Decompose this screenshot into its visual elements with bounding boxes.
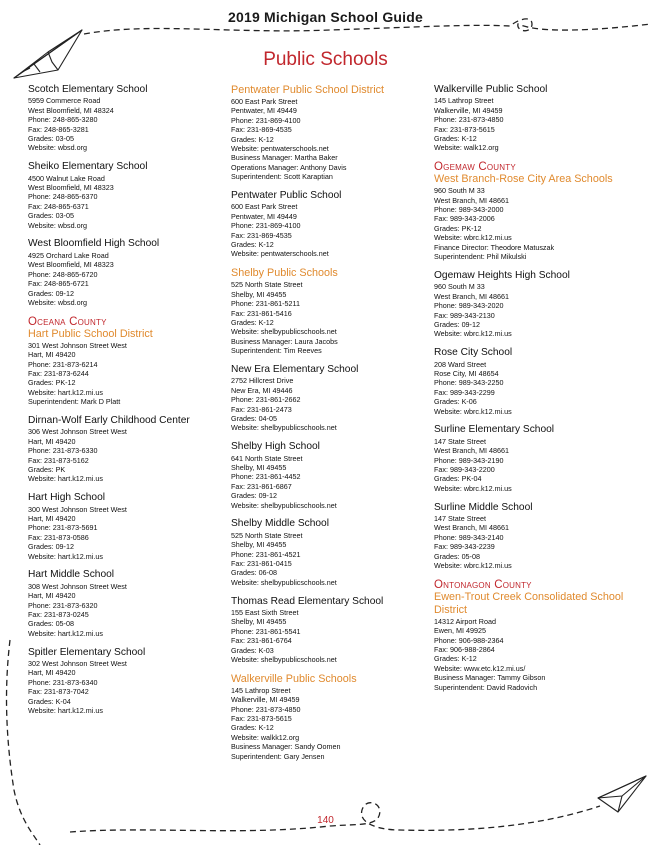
school-entry (28, 415, 223, 484)
contact-line: 4500 Walnut Lake Road (28, 173, 105, 183)
contact-line: Phone: 989-343-2190 (434, 455, 504, 465)
school-name: Surline Elementary School (434, 424, 555, 436)
contact-line: Fax: 231-861-0415 (231, 559, 292, 569)
contact-line: 147 State Street (434, 436, 486, 446)
district-entry (231, 673, 431, 761)
contact-line: Grades: 05-08 (434, 551, 480, 561)
contact-line: Website: wbrc.k12.mi.us (434, 329, 512, 339)
contact-line: Hart, MI 49420 (28, 513, 76, 523)
contact-line: Business Manager: Tammy Gibson (434, 673, 546, 683)
contact-line: Grades: K-12 (231, 240, 274, 250)
school-name: Sheiko Elementary School (28, 161, 148, 173)
contact-line: Website: shelbypublicschools.net (231, 500, 337, 510)
school-name: Pentwater Public School (231, 190, 342, 202)
contact-line: Website: wbsd.org (28, 143, 87, 153)
guide-title: 2019 Michigan School Guide (227, 9, 424, 25)
district-name: Hart Public School District (28, 327, 153, 340)
column-3 (434, 84, 634, 700)
contact-line: Fax: 989-343-2130 (434, 310, 495, 320)
contact-line: Grades: 09-12 (28, 542, 74, 552)
contact-line: Walkerville, MI 49459 (231, 695, 300, 705)
contact-line: Grades: PK-12 (28, 378, 76, 388)
district-entry (434, 579, 634, 692)
contact-line: Hart, MI 49420 (28, 350, 76, 360)
contact-line: West Bloomfield, MI 48324 (28, 105, 114, 115)
contact-line: Fax: 231-873-6244 (28, 368, 89, 378)
contact-line: Website: hart.k12.mi.us (28, 628, 103, 638)
contact-line: Shelby, MI 49455 (231, 617, 287, 627)
district-name: West Branch-Rose City Area Schools (434, 173, 613, 186)
contact-line: Operations Manager: Anthony Davis (231, 162, 347, 172)
contact-line: New Era, MI 49446 (231, 385, 293, 395)
contact-line: Fax: 989-343-2299 (434, 387, 495, 397)
contact-line: Grades: 05-08 (28, 619, 74, 629)
district-entry (231, 267, 431, 355)
contact-line: Hart, MI 49420 (28, 668, 76, 678)
district-name: Shelby Public Schools (231, 267, 338, 280)
contact-line: Website: shelbypublicschools.net (231, 655, 337, 665)
contact-line: 145 Lathrop Street (434, 96, 494, 106)
contact-line: Website: wbrc.k12.mi.us (434, 483, 512, 493)
contact-line: Rose City, MI 48654 (434, 368, 499, 378)
contact-line: Fax: 231-873-5615 (434, 124, 495, 134)
school-entry (434, 84, 634, 153)
school-name: Rose City School (434, 347, 513, 359)
contact-line: West Branch, MI 48661 (434, 446, 509, 456)
contact-line: Website: shelbypublicschools.net (231, 423, 337, 433)
contact-line: Phone: 989-343-2000 (434, 205, 504, 215)
column-1 (28, 84, 223, 724)
contact-line: Finance Director: Theodore Matuszak (434, 242, 555, 252)
contact-line: Grades: PK-04 (434, 474, 482, 484)
school-entry (28, 647, 223, 716)
contact-line: Website: wbsd.org (28, 297, 87, 307)
school-name: West Bloomfield High School (28, 238, 160, 250)
school-entry (434, 424, 634, 493)
page-heading: Public Schools (263, 49, 388, 70)
contact-line: Business Manager: Sandy Oomen (231, 742, 341, 752)
contact-line: 302 West Johnson Street West (28, 659, 127, 669)
contact-line: Website: wbrc.k12.mi.us (434, 233, 512, 243)
contact-line: Fax: 248-865-6721 (28, 279, 89, 289)
contact-line: Fax: 231-861-6764 (231, 636, 292, 646)
contact-line: Website: pentwaterschools.net (231, 144, 329, 154)
school-entry (231, 596, 431, 665)
contact-line: Pentwater, MI 49449 (231, 106, 297, 116)
school-entry (28, 238, 223, 307)
paper-airplane-icon (598, 776, 646, 812)
contact-line: Phone: 248-865-6720 (28, 269, 98, 279)
contact-line: Grades: 09-12 (28, 288, 74, 298)
contact-line: Superintendent: Tim Reeves (231, 346, 322, 356)
contact-line: Website: shelbypublicschools.net (231, 327, 337, 337)
contact-line: Grades: K-12 (231, 723, 274, 733)
contact-line: Pentwater, MI 49449 (231, 211, 297, 221)
school-name: Shelby High School (231, 441, 320, 453)
contact-line: Shelby, MI 49455 (231, 462, 287, 472)
contact-line: Fax: 248-865-6371 (28, 201, 89, 211)
contact-line: Fax: 231-869-4535 (231, 230, 292, 240)
contact-line: Fax: 231-873-0245 (28, 610, 89, 620)
contact-line: Phone: 231-873-4850 (434, 115, 504, 125)
contact-line: Phone: 248-865-3280 (28, 115, 98, 125)
contact-line: 2752 Hillcrest Drive (231, 376, 294, 386)
school-name: Spitler Elementary School (28, 646, 146, 658)
contact-line: Phone: 231-873-6320 (28, 600, 98, 610)
contact-line: Grades: 03-05 (28, 211, 74, 221)
contact-line: 147 State Street (434, 513, 486, 523)
contact-line: Website: wbsd.org (28, 220, 87, 230)
column-2 (231, 84, 431, 770)
contact-line: Phone: 989-343-2250 (434, 378, 504, 388)
contact-line: Superintendent: Phil Mikulski (434, 252, 527, 262)
contact-line: Phone: 231-869-4100 (231, 115, 301, 125)
contact-line: 960 South M 33 (434, 186, 485, 196)
contact-line: Phone: 231-861-4452 (231, 472, 301, 482)
contact-line: Phone: 231-861-5211 (231, 299, 301, 309)
contact-line: Fax: 906-988-2864 (434, 645, 495, 655)
school-name: Hart Middle School (28, 569, 115, 581)
contact-line: Phone: 906-988-2364 (434, 635, 504, 645)
contact-line: Shelby, MI 49455 (231, 540, 287, 550)
contact-line: Grades: PK-12 (434, 223, 482, 233)
contact-line: 306 West Johnson Street West (28, 427, 127, 437)
contact-line: Phone: 231-873-6330 (28, 446, 98, 456)
contact-line: Grades: K-12 (231, 134, 274, 144)
contact-line: Grades: 09-12 (231, 491, 277, 501)
contact-line: 4925 Orchard Lake Road (28, 250, 109, 260)
contact-line: West Branch, MI 48661 (434, 523, 509, 533)
contact-line: Fax: 989-343-2200 (434, 464, 495, 474)
contact-line: 14312 Airport Road (434, 616, 496, 626)
school-entry (28, 84, 223, 153)
contact-line: 208 Ward Street (434, 359, 487, 369)
district-entry (28, 316, 223, 407)
contact-line: Fax: 248-865-3281 (28, 124, 89, 134)
contact-line: Hart, MI 49420 (28, 436, 76, 446)
contact-line: Hart, MI 49420 (28, 591, 76, 601)
school-entry (434, 270, 634, 339)
contact-line: 641 North State Street (231, 453, 303, 463)
contact-line: Ewen, MI 49925 (434, 626, 486, 636)
county-heading: Ogemaw County (434, 161, 516, 174)
contact-line: Phone: 231-869-4100 (231, 221, 301, 231)
contact-line: Grades: K-06 (434, 397, 477, 407)
contact-line: Shelby, MI 49455 (231, 289, 287, 299)
contact-line: 155 East Sixth Street (231, 608, 299, 618)
contact-line: Fax: 231-861-6867 (231, 481, 292, 491)
school-entry (231, 441, 431, 510)
contact-line: West Branch, MI 48661 (434, 291, 509, 301)
contact-line: Website: hart.k12.mi.us (28, 551, 103, 561)
contact-line: 525 North State Street (231, 530, 303, 540)
school-name: Thomas Read Elementary School (231, 595, 384, 607)
contact-line: Phone: 231-861-5541 (231, 626, 301, 636)
contact-line: Phone: 231-873-5691 (28, 523, 98, 533)
contact-line: Business Manager: Laura Jacobs (231, 336, 338, 346)
school-entry (231, 518, 431, 587)
contact-line: Fax: 231-873-5162 (28, 455, 89, 465)
contact-line: Walkerville, MI 49459 (434, 105, 503, 115)
district-name: Walkerville Public Schools (231, 672, 357, 685)
contact-line: Phone: 231-873-4850 (231, 704, 301, 714)
contact-line: West Bloomfield, MI 48323 (28, 183, 114, 193)
contact-line: Fax: 231-873-5615 (231, 714, 292, 724)
district-name: Ewen-Trout Creek Consolidated School District (434, 590, 624, 616)
contact-line: Superintendent: Mark D Platt (28, 397, 121, 407)
page-number: 140 (317, 815, 334, 826)
contact-line: Fax: 231-861-2473 (231, 404, 292, 414)
contact-line: Superintendent: Gary Jensen (231, 751, 325, 761)
school-entry (231, 364, 431, 433)
contact-line: Superintendent: David Radovich (434, 682, 538, 692)
school-name: Surline Middle School (434, 501, 533, 513)
school-entry (28, 161, 223, 230)
contact-line: Website: shelbypublicschools.net (231, 577, 337, 587)
contact-line: Grades: 06-08 (231, 568, 277, 578)
contact-line: Grades: K-04 (28, 696, 71, 706)
contact-line: Website: hart.k12.mi.us (28, 706, 103, 716)
county-heading: Ontonagon County (434, 578, 532, 591)
school-name: Shelby Middle School (231, 518, 329, 530)
contact-line: Phone: 989-343-2140 (434, 532, 504, 542)
school-entry (434, 502, 634, 571)
district-entry (434, 161, 634, 261)
contact-line: 5959 Commerce Road (28, 96, 101, 106)
county-heading: Oceana County (28, 315, 107, 328)
contact-line: Phone: 989-343-2020 (434, 301, 504, 311)
school-entry (434, 347, 634, 416)
school-name: Scotch Elementary School (28, 84, 148, 95)
contact-line: Website: wbrc.k12.mi.us (434, 406, 512, 416)
contact-line: Fax: 989-343-2239 (434, 542, 495, 552)
contact-line: Phone: 231-861-2662 (231, 395, 301, 405)
contact-line: 301 West Johnson Street West (28, 340, 127, 350)
contact-line: Grades: PK (28, 464, 66, 474)
contact-line: 300 West Johnson Street West (28, 504, 127, 514)
contact-line: Phone: 231-861-4521 (231, 549, 301, 559)
contact-line: Website: wbrc.k12.mi.us (434, 561, 512, 571)
contact-line: Fax: 231-869-4535 (231, 125, 292, 135)
contact-line: Superintendent: Scott Karaptian (231, 172, 333, 182)
contact-line: Fax: 231-873-0586 (28, 532, 89, 542)
contact-line: 960 South M 33 (434, 282, 485, 292)
school-entry (28, 569, 223, 638)
contact-line: Website: hart.k12.mi.us (28, 387, 103, 397)
contact-line: Website: www.etc.k12.mi.us/ (434, 663, 526, 673)
contact-line: Website: pentwaterschools.net (231, 249, 329, 259)
contact-line: Website: hart.k12.mi.us (28, 474, 103, 484)
contact-line: Grades: 04-05 (231, 413, 277, 423)
contact-line: Website: walk12.org (434, 143, 499, 153)
contact-line: Phone: 231-873-6340 (28, 677, 98, 687)
school-name: Hart High School (28, 492, 106, 504)
contact-line: 600 East Park Street (231, 202, 298, 212)
contact-line: Phone: 248-865-6370 (28, 192, 98, 202)
school-name: Ogemaw Heights High School (434, 269, 570, 281)
contact-line: 145 Lathrop Street (231, 685, 291, 695)
contact-line: Grades: 03-05 (28, 134, 74, 144)
contact-line: Business Manager: Martha Baker (231, 153, 338, 163)
contact-line: 600 East Park Street (231, 97, 298, 106)
contact-line: Grades: K-12 (231, 317, 274, 327)
contact-line: Fax: 989-343-2006 (434, 214, 495, 224)
contact-line: Grades: K-03 (231, 645, 274, 655)
school-entry (28, 492, 223, 561)
district-entry (231, 84, 431, 182)
contact-line: Grades: K-12 (434, 134, 477, 144)
contact-line: Fax: 231-861-5416 (231, 308, 292, 318)
contact-line: Grades: K-12 (434, 654, 477, 664)
contact-line: Phone: 231-873-6214 (28, 359, 98, 369)
school-name: Walkerville Public School (434, 84, 548, 95)
school-name: New Era Elementary School (231, 363, 359, 375)
district-name: Pentwater Public School District (231, 84, 385, 96)
contact-line: 308 West Johnson Street West (28, 581, 127, 591)
contact-line: Grades: 09-12 (434, 319, 480, 329)
contact-line: Fax: 231-873-7042 (28, 687, 89, 697)
contact-line: West Bloomfield, MI 48323 (28, 260, 114, 270)
school-name: Dirnan-Wolf Early Childhood Center (28, 414, 190, 426)
contact-line: Website: walkk12.org (231, 732, 300, 742)
contact-line: 525 North State Street (231, 280, 303, 290)
school-entry (231, 190, 431, 259)
contact-line: West Branch, MI 48661 (434, 195, 509, 205)
